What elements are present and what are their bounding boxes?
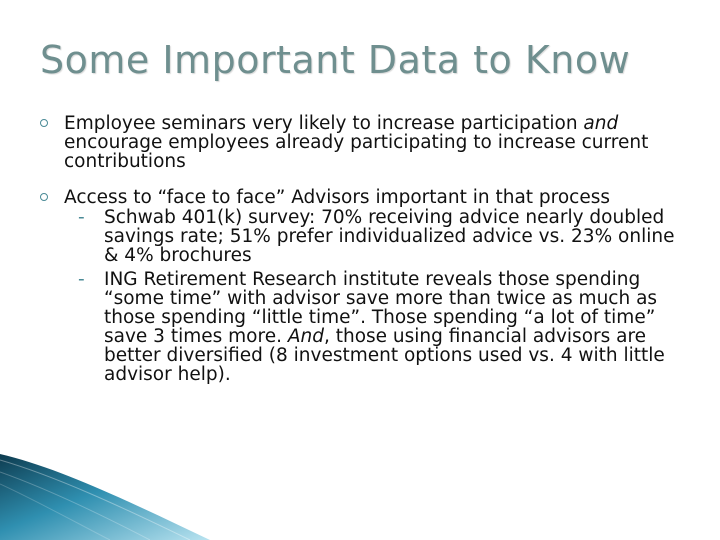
dash-bullet-icon: - xyxy=(78,269,85,290)
ring-bullet-icon xyxy=(40,119,48,127)
sub-bullet-2-emphasis: And xyxy=(287,326,324,347)
sub-bullet-1-text: Schwab 401(k) survey: 70% receiving advice nearly doubled savings rate; 51% prefer individualized advice vs. 23% online & 4% brochures xyxy=(104,207,675,266)
bullet-1-text-before: Employee seminars very likely to increase participation xyxy=(64,113,584,134)
sub-bullet-2-text-after: , those using financial advisors are better diversified (8 investment options used vs. 4 with little advisor help). xyxy=(104,326,665,385)
bullet-item-1 xyxy=(40,114,690,171)
bullet-1-emphasis: and xyxy=(583,113,619,134)
slide-content xyxy=(40,114,690,384)
slide-title: Some Important Data to Know xyxy=(40,38,631,82)
bullet-item-2 xyxy=(40,188,690,207)
sub-bullet-2-text-before: ING Retirement Research institute reveals those spending “some time” with advisor save more than twice as much as those spending “little time”. Those spending “a lot of time” save 3 times more. xyxy=(104,269,658,347)
sub-bullet-schwab xyxy=(64,208,690,265)
bullet-1-text-after: encourage employees already participating to increase current contributions xyxy=(64,132,649,172)
sub-bullet-ing xyxy=(64,270,690,384)
bullet-2-text: Access to “face to face” Advisors important in that process xyxy=(64,187,611,208)
corner-decoration xyxy=(0,450,210,540)
ring-bullet-icon xyxy=(40,193,48,201)
dash-bullet-icon: - xyxy=(78,207,85,228)
